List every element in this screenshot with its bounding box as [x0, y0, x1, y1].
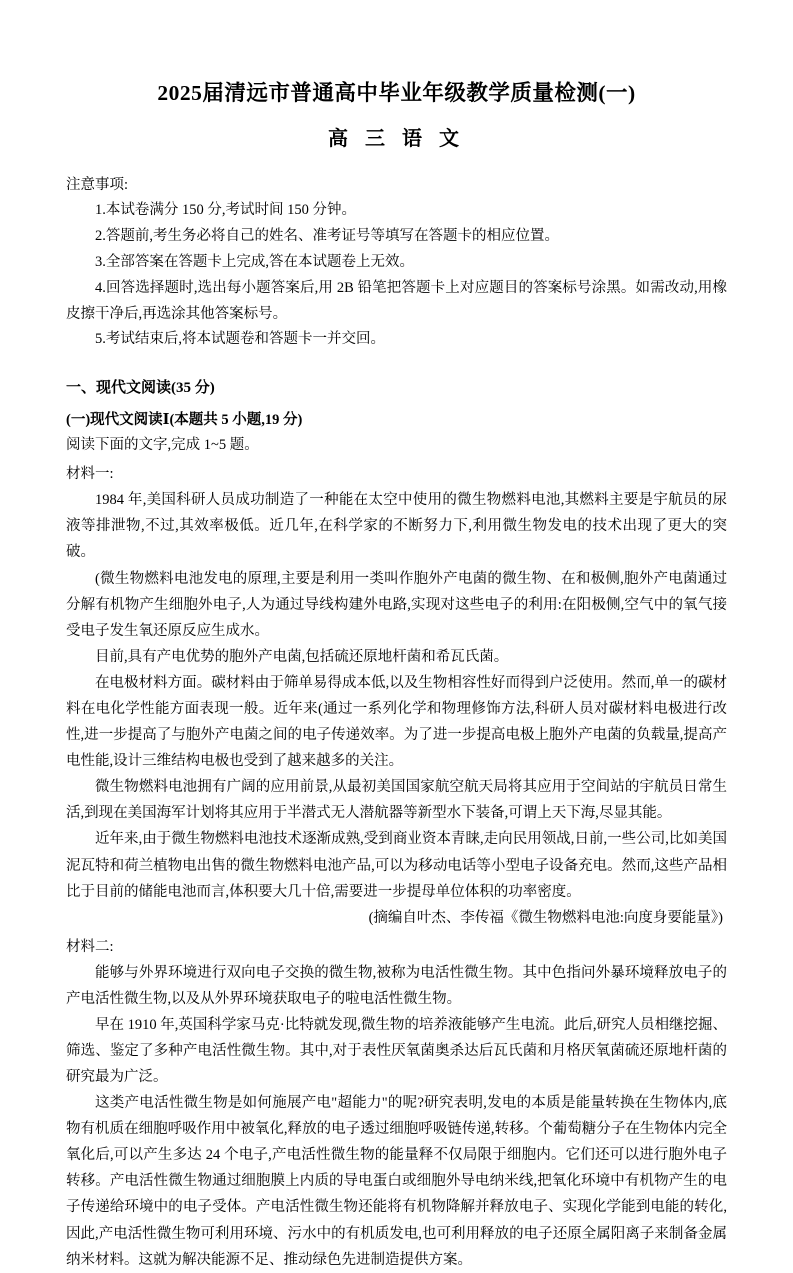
material-1-paragraph: 在电极材料方面。碳材料由于筛单易得成本低,以及生物相容性好而得到户泛使用。然而,单一的碳材料在电化学性能方面表现一般。近年来(通过一系列化学和物理修饰方法,科研人员对碳材料电极进行改性,进一步提高了与胞外产电菌之间的电子传递效率。为了进一步提高电极上胞外产电菌的负载量,提高产电性能,设计三维结构电极也受到了越来越多的关注。: [66, 674, 727, 770]
notice-item: 3.全部答案在答题卡上完成,答在本试题卷上无效。: [95, 254, 414, 271]
material-1-paragraph: 微生物燃料电池拥有广阔的应用前景,从最初美国国家航空航天局将其应用于空间站的宇航员日常生活,到现在美国海军计划将其应用于半潜式无人潜航器等新型水下装备,可谓上天下海,尽显其能。: [66, 779, 727, 822]
notice-item: 1.本试卷满分 150 分,考试时间 150 分钟。: [95, 202, 356, 219]
section-heading-1: 一、现代文阅读(35 分): [66, 380, 215, 397]
material-2-paragraph: 这类产电活性微生物是如何施展产电"超能力"的呢?研究表明,发电的本质是能量转换在生物体内,底物有机质在细胞呼吸作用中被氧化,释放的电子透过细胞呼吸链传递,转移。个葡萄糖分子在生物体内完全氧化后,可以产生多达 24 个电子,产电活性微生物的能量释不仅局限于细胞内。它们还可以进行胞外电子转移。产电活性微生物通过细胞膜上内质的导电蛋白或细胞外导电纳米线,把氧化环境中有机物产生的电子传递给环境中的电子受体。产电活性微生物还能将有机物降解并释放电子、实现化学能到电能的转化,因此,产电活性微生物可利用环境、污水中的有机质发电,也可利用释放的电子还原全属阳离子来制备金属纳米材料。这就为解决能源不足、推动绿色先进制造提供方案。: [66, 1095, 727, 1268]
material-2-paragraph: 能够与外界环境进行双向电子交换的微生物,被称为电活性微生物。其中色指问外暴环境释放电子的产电活性微生物,以及从外界环境获取电子的啦电活性微生物。: [66, 964, 727, 1007]
notice-item: 4.回答选择题时,选出每小题答案后,用 2B 铅笔把答题卡上对应题目的答案标号涂黑。如需改动,用橡皮擦干净后,再选涂其他答案标号。: [66, 279, 727, 322]
material-label-2: 材料二:: [66, 938, 114, 955]
material-2-paragraph: 早在 1910 年,英国科学家马克·比特就发现,微生物的培养液能够产生电流。此后,研究人员相继挖掘、筛选、鉴定了多种产电活性微生物。其中,对于表性厌氧菌奥杀达后瓦氏菌和月格厌氧菌硫还原地杆菌的研究最为广泛。: [66, 1016, 727, 1086]
notice-item: 5.考试结束后,将本试题卷和答题卡一并交回。: [95, 331, 385, 348]
reading-instruction: 阅读下面的文字,完成 1~5 题。: [66, 437, 259, 454]
subsection-heading-1-1: (一)现代文阅读Ⅰ(本题共 5 小题,19 分): [66, 412, 303, 429]
material-1-paragraph: 目前,具有产电优势的胞外产电菌,包括硫还原地杆菌和希瓦氏菌。: [95, 648, 509, 665]
page-title: 2025届清远市普通高中毕业年级教学质量检测(一): [157, 81, 636, 105]
notice-heading: 注意事项:: [66, 177, 129, 194]
material-1-paragraph: 1984 年,美国科研人员成功制造了一种能在太空中使用的微生物燃料电池,其燃料主要是宇航员的尿液等排泄物,不过,其效率极低。近几年,在科学家的不断努力下,利用微生物发电的技术出现了更大的突破。: [66, 492, 727, 561]
notice-item: 2.答题前,考生务必将自己的姓名、准考证号等填写在答题卡的相应位置。: [95, 228, 559, 245]
material-1-source: (摘编自叶杰、李传福《微生物燃料电池:向度身要能量》): [368, 909, 723, 926]
page-subtitle: 高 三 语 文: [328, 128, 465, 151]
material-1-paragraph: 近年来,由于微生物燃料电池技术逐渐成熟,受到商业资本青睐,走向民用领战,日前,一些公司,比如美国泥瓦特和荷兰植物电出售的微生物燃料电池产品,可以为移动电话等小型电子设备充电。然而,这些产品相比于目前的储能电池而言,体积要大几十倍,需要进一步提母单位体积的功率密度。: [66, 831, 727, 900]
material-1-paragraph: (微生物燃料电池发电的原理,主要是利用一类叫作胞外产电菌的微生物、在和极侧,胞外产电菌通过分解有机物产生细胞外电子,人为通过导线构建外电路,实现对这些电子的利用:在阳极侧,空气中的氧气接受电子发生氧还原反应生成水。: [66, 570, 727, 639]
material-label-1: 材料一:: [66, 466, 114, 483]
